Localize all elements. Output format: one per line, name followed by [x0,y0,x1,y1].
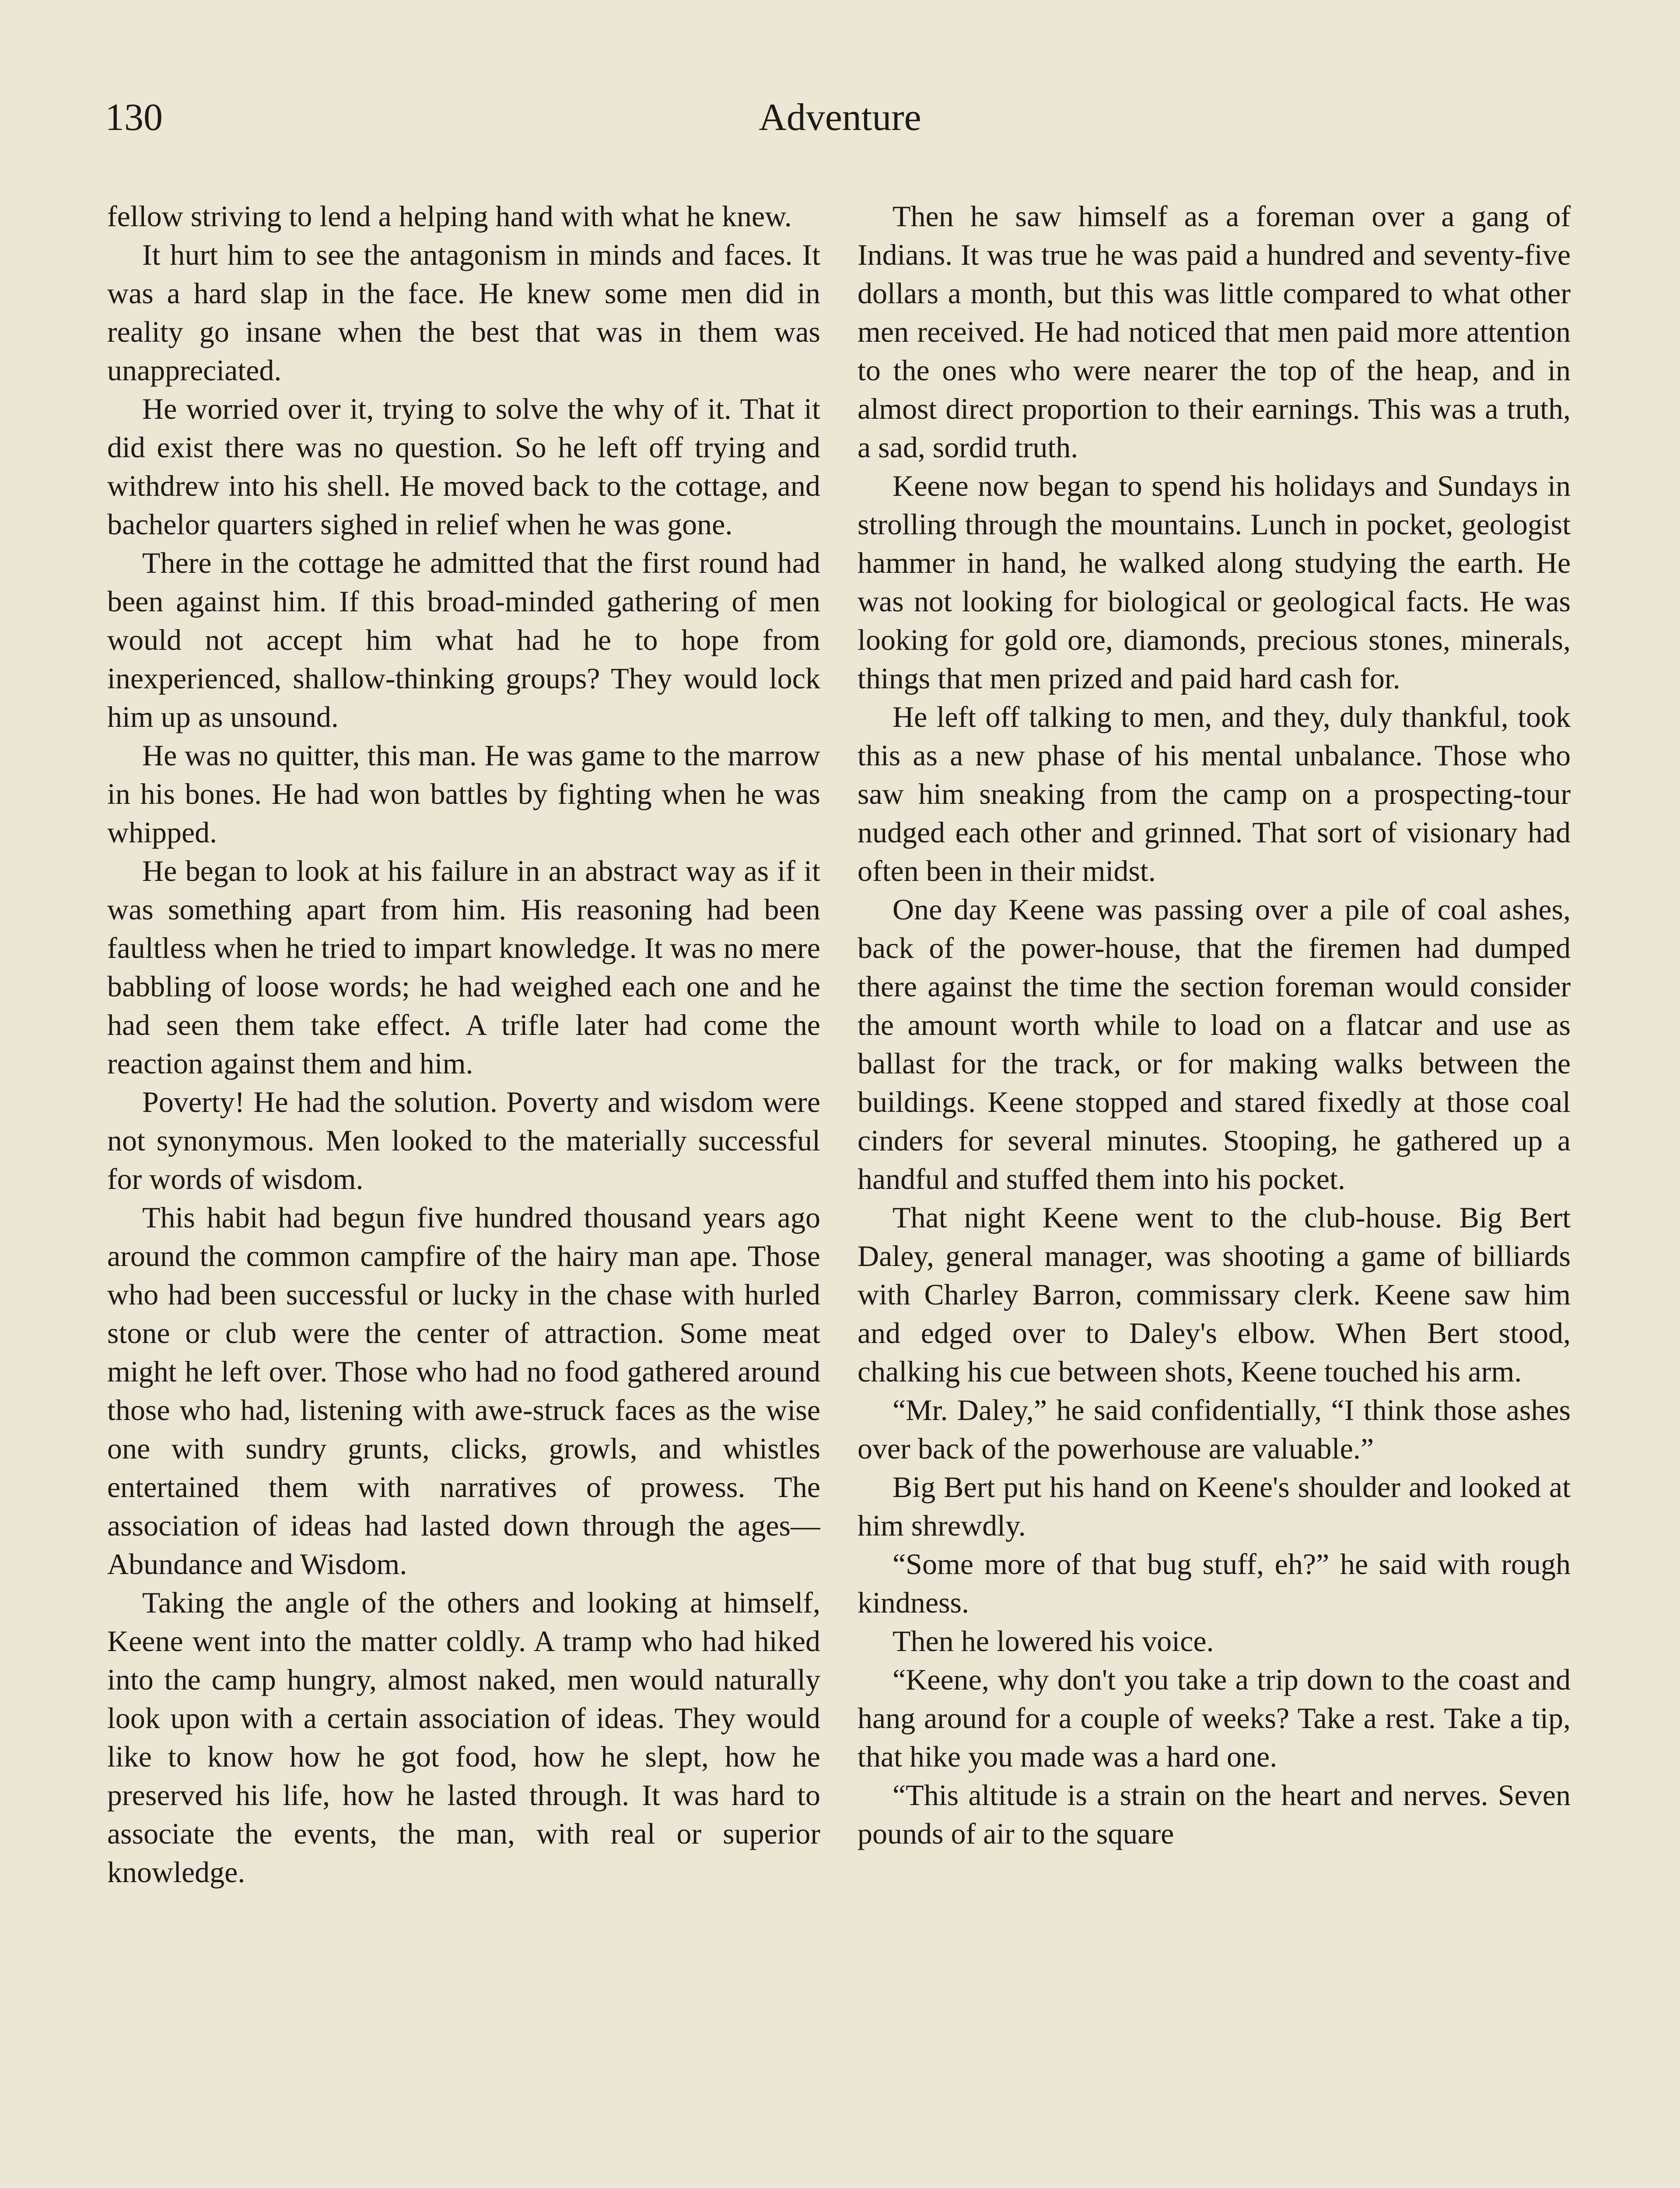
paragraph: “Keene, why don't you take a trip down to the coast and hang around for a couple of weeks? Take a rest. Take a tip, that hike you made was a hard one. [858,1663,1571,1773]
paragraph: “Mr. Daley,” he said confidentially, “I think those ashes over back of the powerhouse are valuable.” [858,1393,1571,1465]
paragraph: One day Keene was passing over a pile of coal ashes, back of the power-house, that the firemen had dumped there against the time the section foreman would consider the amount worth while to load on a flatcar and use as ballast for the track, or for making walks between the buildings. Keene stopped and stared fixedly at those coal cinders for several minutes. Stooping, he gathered up a handful and stuffed them into his pocket. [858,893,1571,1196]
paragraph: Keene now began to spend his holidays and Sundays in strolling through the mountains. Lunch in pocket, geologist hammer in hand, he walked along studying the earth. He was not looking for biological or geological facts. He was looking for gold ore, diamonds, precious stones, minerals, things that men prized and paid hard cash for. [858,469,1571,695]
left-column [107,197,820,2188]
paragraph: Then he saw himself as a foreman over a gang of Indians. It was true he was paid a hundred and seventy-five dollars a month, but this was little compared to what other men received. He had noticed that men paid more attention to the ones who were nearer the top of the heap, and in almost direct proportion to their earnings. This was a truth, a sad, sordid truth. [858,200,1571,464]
paragraph: He was no quitter, this man. He was game to the marrow in his bones. He had won battles by fighting when he was whipped. [107,739,820,849]
paragraph: Poverty! He had the solution. Poverty and wisdom were not synonymous. Men looked to the materially successful for words of wisdom. [107,1085,820,1196]
paragraph: “This altitude is a strain on the heart and nerves. Seven pounds of air to the square [858,1778,1571,1850]
right-column [858,197,1571,2188]
paragraph: Then he lowered his voice. [892,1624,1214,1658]
page-number: 130 [105,96,163,139]
paragraph: He worried over it, trying to solve the why of it. That it did exist there was no question. So he left off trying and withdrew into his shell. He moved back to the cottage, and bachelor quarters sighed in relief when he was gone. [107,392,820,541]
paragraph: That night Keene went to the club-house. Big Bert Daley, general manager, was shooting a game of billiards with Charley Barron, commissary clerk. Keene saw him and edged over to Daley's elbow. When Bert stood, chalking his cue between shots, Keene touched his arm. [858,1201,1571,1388]
paragraph: He began to look at his failure in an abstract way as if it was something apart from him. His reasoning had been faultless when he tried to impart knowledge. It was no mere babbling of loose words; he had weighed each one and he had seen them take effect. A trifle later had come the reaction against them and him. [107,854,820,1080]
paragraph: Big Bert put his hand on Keene's shoulder and looked at him shrewdly. [858,1470,1571,1542]
paragraph: It hurt him to see the antagonism in minds and faces. It was a hard slap in the face. He knew some men did in reality go insane when the best that was in them was unappreciated. [107,238,820,387]
paragraph: This habit had begun five hundred thousand years ago around the common campfire of the hairy man ape. Those who had been successful or lucky in the chase with hurled stone or club were the center of attraction. Some meat might he left over. Those who had no food gathered around those who had, listening with awe-struck faces as the wise one with sundry grunts, clicks, growls, and whistles entertained them with narratives of prowess. The association of ideas had lasted down through the ages—Abundance and Wisdom. [107,1201,820,1581]
paragraph: Taking the angle of the others and looking at himself, Keene went into the matter coldly. A tramp who had hiked into the camp hungry, almost naked, men would naturally look upon with a certain association of ideas. They would like to know how he got food, how he slept, how he preserved his life, how he lasted through. It was hard to associate the events, the man, with real or superior knowledge. [107,1586,820,1889]
paragraph: “Some more of that bug stuff, eh?” he said with rough kindness. [858,1547,1571,1619]
running-title: Adventure [759,96,921,139]
paragraph: He left off talking to men, and they, duly thankful, took this as a new phase of his mental unbalance. Those who saw him sneaking from the camp on a prospecting-tour nudged each other and grinned. That sort of visionary had often been in their midst. [858,700,1571,887]
paragraph: There in the cottage he admitted that the first round had been against him. If this broad-minded gathering of men would not accept him what had he to hope from inexperienced, shallow-thinking groups? They would lock him up as unsound. [107,546,820,733]
paragraph: fellow striving to lend a helping hand with what he knew. [107,200,792,233]
